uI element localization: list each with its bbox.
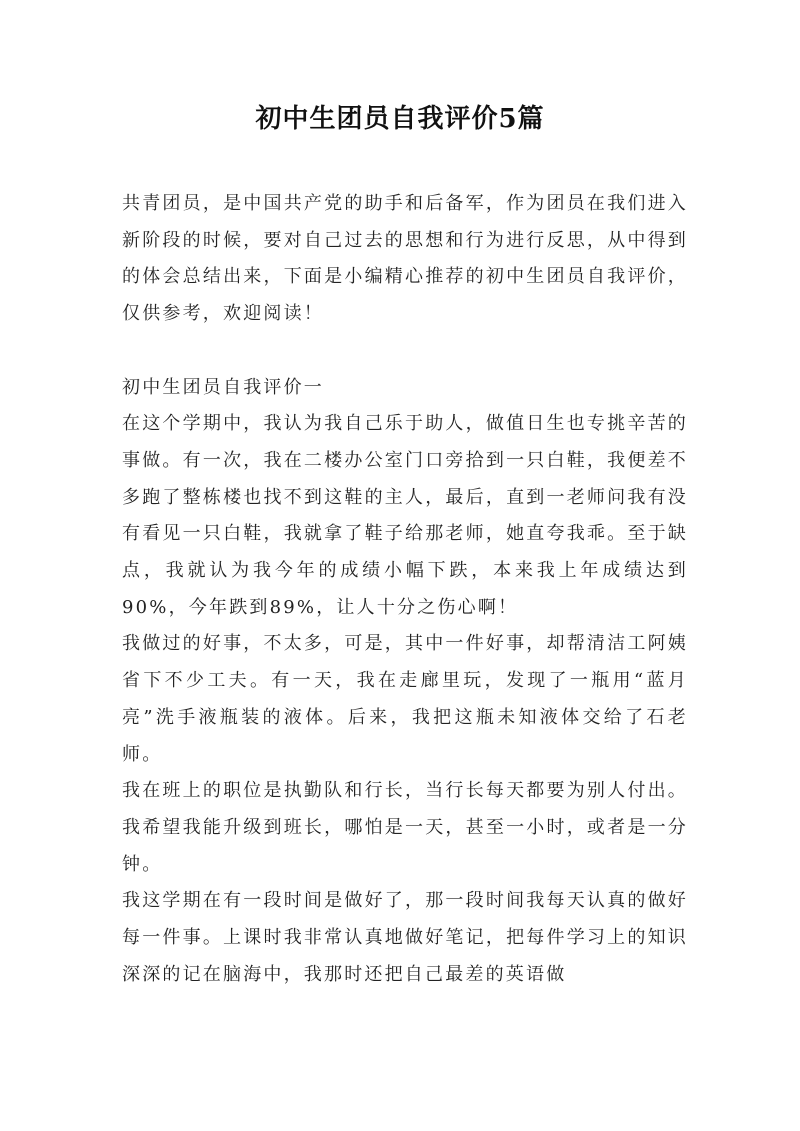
body-paragraph: 我做过的好事，不太多，可是，其中一件好事，却帮清洁工阿姨省下不少工夫。有一天，我在走廊里玩，发现了一瓶用“蓝月亮”洗手液瓶装的液体。后来，我把这瓶未知液体交给了石老师。 <box>122 633 688 765</box>
intro-paragraph: 共青团员，是中国共产党的助手和后备军，作为团员在我们进入新阶段的时候，要对自己过去的思想和行为进行反思，从中得到的体会总结出来，下面是小编精心推荐的初中生团员自我评价，仅供参考，欢迎阅读！ <box>122 193 688 325</box>
section-heading: 初中生团员自我评价一 <box>122 376 324 398</box>
document-title: 初中生团员自我评价5篇 <box>255 104 545 134</box>
paragraph-spacer <box>122 333 688 370</box>
body-paragraph: 我在班上的职位是执勤队和行长，当行长每天都要为别人付出。我希望我能升级到班长，哪怕是一天，甚至一小时，或者是一分钟。 <box>122 780 688 875</box>
body-paragraph: 我这学期在有一段时间是做好了，那一段时间我每天认真的做好每一件事。上课时我非常认真地做好笔记，把每件学习上的知识深深的记在脑海中，我那时还把自己最差的英语做 <box>122 890 688 985</box>
document-body <box>122 186 688 993</box>
body-paragraph: 在这个学期中，我认为我自己乐于助人，做值日生也专挑辛苦的事做。有一次，我在二楼办公室门口旁拾到一只白鞋，我便差不多跑了整栋楼也找不到这鞋的主人，最后，直到一老师问我有没有看见一只白鞋，我就拿了鞋子给那老师，她直夸我乖。至于缺点，我就认为我今年的成绩小幅下跌，本来我上年成绩达到90%，今年跌到89%，让人十分之伤心啊！ <box>122 413 688 618</box>
